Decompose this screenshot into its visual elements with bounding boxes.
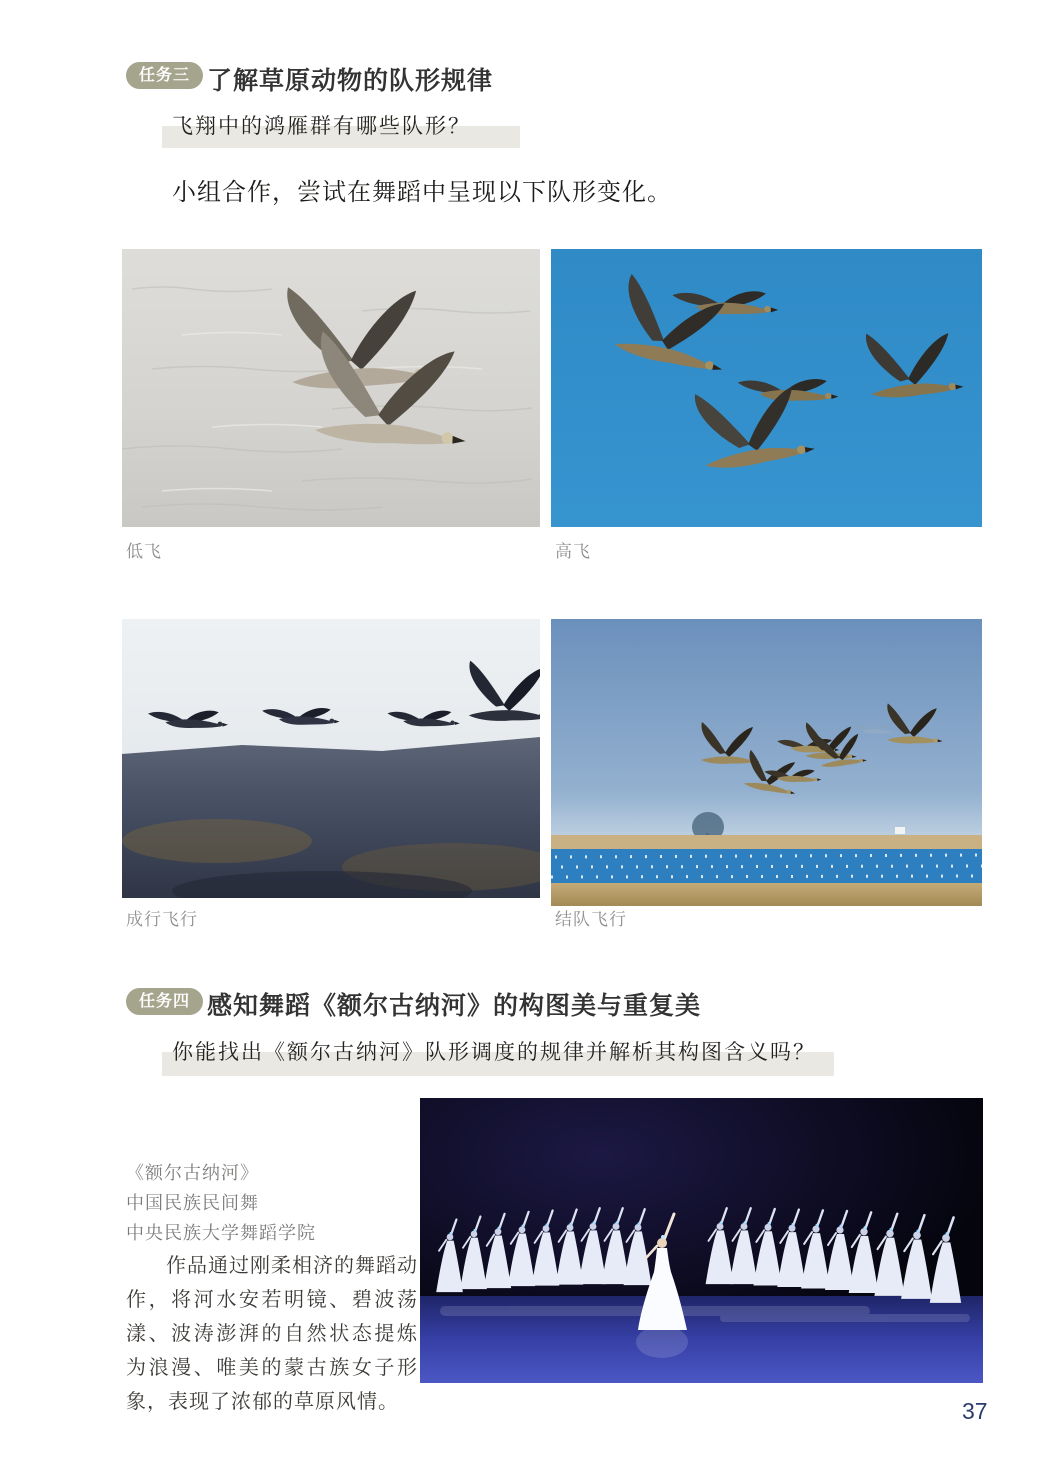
work-company: 中央民族大学舞蹈学院 — [126, 1223, 316, 1243]
question1-text: 飞翔中的鸿雁群有哪些队形？ — [172, 114, 471, 138]
task3-instruction: 小组合作，尝试在舞蹈中呈现以下队形变化。 — [172, 180, 672, 206]
task4-badge: 任务四 — [126, 988, 203, 1015]
task3-badge: 任务三 — [126, 62, 203, 89]
photo-flock-flight — [551, 619, 982, 906]
work-description: 作品通过刚柔相济的舞蹈动作，将河水安若明镜、碧波荡漾、波涛澎湃的自然状态提炼为浪漫、唯美的蒙古族女子形象，表现了浓郁的草原风情。 — [126, 1253, 418, 1413]
task3-title: 了解草原动物的队形规律 — [207, 67, 494, 95]
work-genre: 中国民族民间舞 — [126, 1193, 259, 1213]
page-number: 37 — [962, 1398, 988, 1424]
work-info — [126, 1158, 316, 1248]
photo-line-flight — [122, 619, 540, 898]
task4-title: 感知舞蹈《额尔古纳河》的构图美与重复美 — [207, 992, 702, 1020]
caption-flock-flight: 结队飞行 — [555, 910, 627, 929]
photo-high-flight — [551, 249, 982, 527]
caption-low-flight: 低飞 — [126, 542, 162, 561]
photo-low-flight — [122, 249, 540, 527]
work-title: 《额尔古纳河》 — [126, 1163, 259, 1183]
caption-high-flight: 高飞 — [555, 542, 591, 561]
photo-dance-stage — [420, 1098, 983, 1383]
caption-line-flight: 成行飞行 — [126, 910, 198, 929]
question2-text: 你能找出《额尔古纳河》队形调度的规律并解析其构图含义吗？ — [172, 1040, 816, 1064]
